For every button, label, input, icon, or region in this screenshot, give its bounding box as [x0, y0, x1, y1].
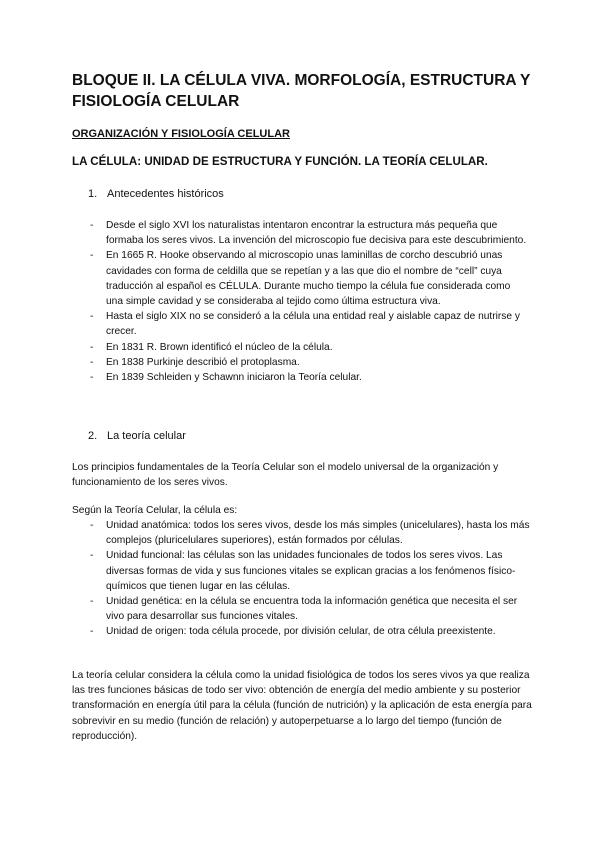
history-list — [90, 218, 530, 385]
section-2-heading — [88, 429, 186, 443]
conclusion-paragraph: La teoría celular considera la célula como la unidad fisiológica de todos los seres vivos ya que realiza las tres funciones básicas de todo ser vivo: obtención de energía del medio ambiente y su posterior transformación en energía útil para la célula (función de nutrición) y la aplicación de esta energía para sobrevivir en su medio (función de relación) y autoperpetuarse a lo largo del tiempo (función de reproducción). — [72, 670, 532, 742]
list-item: - En 1838 Purkinje describió el protoplasma. — [90, 355, 530, 370]
list-item: - En 1839 Schleiden y Schawnn iniciaron la Teoría celular. — [90, 370, 530, 385]
page-title: BLOQUE II. LA CÉLULA VIVA. MORFOLOGÍA, ESTRUCTURA Y FISIOLOGÍA CELULAR — [72, 72, 531, 110]
list-item: - Unidad genética: en la célula se encuentra toda la información genética que necesita el ser vivo para desarrollar sus funciones vitales. — [90, 594, 530, 624]
section-1-title: Antecedentes históricos — [107, 188, 224, 200]
list-item: - En 1665 R. Hooke observando al microscopio unas laminillas de corcho descubrió unas cavidades con forma de celdilla que se repetían y a las que dio el nombre de “cell” cuya traducción al español es CÉLULA. Durante mucho tiempo la célula fue considerada como una simple cavidad y se consideraba al tejido como última estructura viva. — [90, 248, 530, 309]
theory-list — [90, 518, 530, 640]
section-heading: ORGANIZACIÓN Y FISIOLOGÍA CELULAR — [72, 128, 290, 140]
list-item: - Hasta el siglo XIX no se consideró a la célula una entidad real y aislable capaz de nutrirse y crecer. — [90, 309, 530, 339]
section-2-title: La teoría celular — [107, 430, 186, 442]
section-1-heading — [88, 187, 224, 201]
list-item: - Unidad anatómica: todos los seres vivos, desde los más simples (unicelulares), hasta los más complejos (pluricelulares superiores), están formados por células. — [90, 518, 530, 548]
list-item: - Unidad de origen: toda célula procede, por división celular, de otra célula preexistente. — [90, 624, 530, 639]
intro-paragraph: Los principios fundamentales de la Teoría Celular son el modelo universal de la organización y funcionamiento de los seres vivos. — [72, 462, 499, 489]
list-item: - Unidad funcional: las células son las unidades funcionales de todos los seres vivos. Las diversas formas de vida y sus funciones vitales se explican gracias a los fenómenos físico-químicos que tienen lugar en las células. — [90, 548, 530, 594]
list-item: - En 1831 R. Brown identificó el núcleo de la célula. — [90, 340, 530, 355]
list-item: - Desde el siglo XVI los naturalistas intentaron encontrar la estructura más pequeña que formaba los seres vivos. La invención del microscopio fue decisiva para este descubrimiento. — [90, 218, 530, 248]
section-2-number: 2. — [88, 430, 98, 442]
page-subtitle: LA CÉLULA: UNIDAD DE ESTRUCTURA Y FUNCIÓN. LA TEORÍA CELULAR. — [72, 155, 488, 168]
theory-intro: Según la Teoría Celular, la célula es: — [72, 505, 238, 516]
section-1-number: 1. — [88, 188, 98, 200]
